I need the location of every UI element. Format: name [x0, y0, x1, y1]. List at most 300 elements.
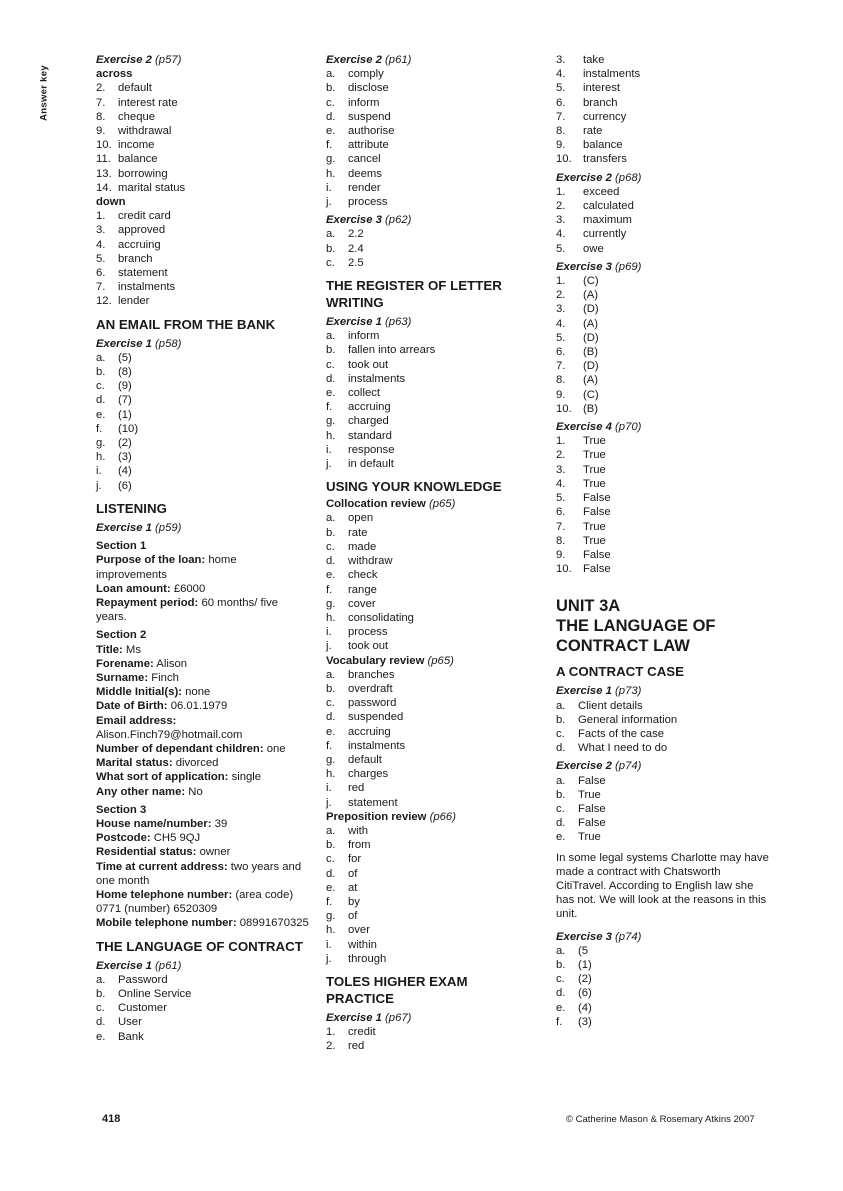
answer-item	[326, 526, 526, 540]
answer-item	[556, 699, 771, 713]
item-answer: (D)	[583, 360, 599, 373]
item-answer: cancel	[348, 153, 381, 166]
item-number: 4.	[556, 477, 566, 490]
item-answer: accruing	[118, 238, 161, 251]
review-title: Preposition review (p66)	[326, 810, 456, 823]
field: Mobile telephone number: 08991670325	[96, 917, 309, 930]
item-number: 7.	[556, 110, 566, 123]
answer-item	[96, 266, 310, 280]
item-number: 1.	[326, 1026, 336, 1039]
item-number: 2.	[556, 289, 566, 302]
item-answer: of	[348, 910, 358, 923]
answer-list	[556, 434, 771, 576]
item-number: f.	[326, 895, 333, 908]
item-answer: instalments	[348, 739, 406, 752]
item-answer: calculated	[583, 200, 634, 213]
item-number: j.	[326, 640, 332, 653]
item-answer: took out	[348, 640, 389, 653]
item-answer: cheque	[118, 110, 156, 123]
item-number: e.	[326, 125, 336, 138]
item-answer: made	[348, 540, 377, 553]
item-number: 3.	[556, 54, 566, 66]
item-answer: of	[348, 867, 358, 880]
down-label: down	[96, 196, 126, 209]
item-number: h.	[326, 924, 336, 937]
answer-item	[96, 1030, 310, 1044]
item-number: 5.	[556, 492, 566, 505]
item-number: 10.	[556, 153, 572, 166]
item-answer: process	[348, 196, 388, 209]
item-number: 5.	[556, 242, 566, 255]
item-answer: (4)	[578, 1001, 592, 1014]
item-number: 2.	[556, 449, 566, 462]
item-answer: 2.4	[348, 242, 364, 255]
item-number: i.	[326, 626, 332, 639]
item-number: 5.	[556, 82, 566, 95]
item-number: b.	[326, 242, 336, 255]
item-number: j.	[326, 196, 332, 209]
item-answer: withdrawal	[118, 125, 172, 138]
section-heading: THE LANGUAGE OF CONTRACT	[96, 938, 303, 954]
answer-item	[326, 227, 526, 241]
item-number: 9.	[556, 548, 566, 561]
item-number: b.	[556, 713, 566, 726]
answer-item	[96, 209, 310, 223]
answer-item	[556, 477, 771, 491]
item-number: 10.	[556, 563, 572, 576]
item-number: 4.	[556, 228, 566, 241]
answer-item	[556, 274, 771, 288]
answer-item	[326, 443, 526, 457]
item-number: 8.	[96, 110, 106, 123]
exercise-title: Exercise 1 (p61)	[96, 959, 182, 972]
answer-item	[96, 422, 310, 436]
item-answer: False	[583, 506, 611, 519]
item-answer: credit card	[118, 210, 171, 223]
item-answer: lender	[118, 295, 150, 308]
item-number: 4.	[96, 238, 106, 251]
answer-item	[326, 358, 526, 372]
item-number: e.	[326, 725, 336, 738]
item-number: e.	[326, 569, 336, 582]
item-answer: (A)	[583, 374, 599, 387]
answer-item	[96, 81, 310, 95]
item-number: 9.	[96, 125, 106, 138]
item-answer: (6)	[578, 987, 592, 1000]
item-number: f.	[326, 139, 333, 152]
answer-item	[556, 727, 771, 741]
item-number: c.	[326, 853, 335, 866]
item-answer: disclose	[348, 82, 389, 95]
answer-item	[96, 464, 310, 478]
item-answer: (C)	[583, 388, 599, 401]
answer-item	[556, 788, 771, 802]
answer-item	[556, 213, 771, 227]
answer-item	[326, 429, 526, 443]
answer-item	[556, 774, 771, 788]
answer-list	[556, 185, 771, 256]
item-number: g.	[326, 753, 336, 766]
answer-item	[326, 796, 526, 810]
answer-item	[326, 568, 526, 582]
field: Forename: Alison	[96, 657, 188, 670]
answer-item	[556, 110, 771, 124]
answer-item	[556, 96, 771, 110]
item-answer: marital status	[118, 181, 186, 194]
item-answer: process	[348, 626, 388, 639]
item-number: 1.	[556, 185, 566, 198]
answer-item	[556, 138, 771, 152]
item-number: f.	[556, 1015, 563, 1028]
answer-item	[556, 373, 771, 387]
answer-item	[326, 152, 526, 166]
item-number: g.	[96, 437, 106, 450]
field: Number of dependant children: one	[96, 742, 286, 755]
item-answer: (C)	[583, 275, 599, 288]
answer-item	[326, 67, 526, 81]
item-answer: red	[348, 782, 365, 795]
item-number: 7.	[556, 360, 566, 373]
answer-item	[326, 343, 526, 357]
answer-item	[96, 351, 310, 365]
item-number: h.	[96, 451, 106, 464]
field: Home telephone number: (area code) 0771 (number) 6520309	[96, 888, 294, 916]
answer-item	[326, 583, 526, 597]
item-number: d.	[326, 711, 336, 724]
item-answer: True	[583, 435, 606, 448]
item-number: 2.	[556, 200, 566, 213]
item-number: h.	[326, 768, 336, 781]
item-number: g.	[326, 910, 336, 923]
answer-item	[556, 534, 771, 548]
exercise-title: Exercise 2 (p61)	[326, 54, 412, 66]
item-answer: False	[583, 492, 611, 505]
item-answer: standard	[348, 429, 392, 442]
item-number: 3.	[556, 463, 566, 476]
item-answer: True	[578, 788, 601, 801]
item-number: c.	[326, 540, 335, 553]
answer-list	[556, 774, 771, 845]
answer-item	[556, 288, 771, 302]
item-number: 1.	[556, 435, 566, 448]
item-number: c.	[326, 256, 335, 269]
item-number: a.	[326, 330, 336, 343]
answer-item	[556, 227, 771, 241]
item-number: 8.	[556, 534, 566, 547]
answer-item	[326, 753, 526, 767]
field: Surname: Finch	[96, 671, 179, 684]
item-number: 14.	[96, 181, 112, 194]
answer-list	[326, 668, 526, 810]
item-number: e.	[96, 408, 106, 421]
section-heading: TOLES HIGHER EXAM PRACTICE	[326, 973, 468, 1006]
item-number: 4.	[556, 317, 566, 330]
item-answer: False	[583, 548, 611, 561]
field: Repayment period: 60 months/ five years.	[96, 596, 279, 624]
item-answer: transfers	[583, 153, 627, 166]
section-heading: AN EMAIL FROM THE BANK	[96, 316, 276, 332]
answer-item	[326, 881, 526, 895]
item-number: e.	[326, 881, 336, 894]
item-answer: instalments	[348, 372, 406, 385]
item-number: a.	[556, 699, 566, 712]
item-answer: (A)	[583, 289, 599, 302]
answer-item	[326, 256, 526, 270]
answer-item	[556, 816, 771, 830]
item-answer: comply	[348, 68, 384, 81]
answer-item	[326, 96, 526, 110]
item-answer: accruing	[348, 401, 391, 414]
answer-item	[556, 802, 771, 816]
item-answer: fallen into arrears	[348, 344, 436, 357]
item-answer: balance	[118, 153, 158, 166]
column-3	[556, 53, 771, 1029]
answer-item	[326, 909, 526, 923]
answer-item	[96, 408, 310, 422]
item-number: 5.	[96, 252, 106, 265]
item-number: c.	[96, 380, 105, 393]
item-answer: charges	[348, 768, 389, 781]
answer-item	[556, 972, 771, 986]
answer-item	[96, 1015, 310, 1029]
answer-item	[96, 1001, 310, 1015]
item-number: 3.	[96, 224, 106, 237]
answer-list	[326, 67, 526, 209]
answer-item	[326, 938, 526, 952]
item-answer: attribute	[348, 139, 389, 152]
item-answer: exceed	[583, 185, 620, 198]
answer-item	[96, 138, 310, 152]
field: Date of Birth: 06.01.1979	[96, 700, 228, 713]
answer-item	[556, 944, 771, 958]
item-number: d.	[556, 987, 566, 1000]
item-answer: cover	[348, 597, 376, 610]
item-number: 10.	[96, 139, 112, 152]
answer-item	[556, 124, 771, 138]
item-answer: (D)	[583, 303, 599, 316]
across-label: across	[96, 68, 133, 81]
field: Email address: Alison.Finch79@hotmail.com	[96, 714, 243, 741]
item-answer: collect	[348, 387, 381, 400]
item-answer: consolidating	[348, 611, 414, 624]
answer-list	[326, 824, 526, 966]
item-number: e.	[96, 1030, 106, 1043]
item-answer: suspend	[348, 110, 391, 123]
item-number: j.	[326, 952, 332, 965]
field: Marital status: divorced	[96, 757, 219, 770]
item-answer: (2)	[118, 437, 132, 450]
answer-item	[96, 379, 310, 393]
item-number: a.	[326, 824, 336, 837]
answer-item	[326, 414, 526, 428]
item-number: c.	[556, 973, 565, 986]
item-answer: interest	[583, 82, 621, 95]
answer-item	[556, 331, 771, 345]
item-number: c.	[556, 802, 565, 815]
answer-item	[326, 540, 526, 554]
item-number: d.	[326, 867, 336, 880]
item-answer: default	[118, 82, 152, 95]
item-number: a.	[556, 944, 566, 957]
answer-list	[556, 944, 771, 1029]
item-answer: accruing	[348, 725, 391, 738]
item-number: e.	[556, 831, 566, 844]
item-answer: (D)	[583, 331, 599, 344]
item-answer: currently	[583, 228, 627, 241]
item-answer: approved	[118, 224, 166, 237]
item-answer: (2)	[578, 973, 592, 986]
answer-item	[326, 167, 526, 181]
answer-item	[96, 479, 310, 493]
item-number: f.	[326, 739, 333, 752]
item-answer: False	[578, 802, 606, 815]
answer-item	[326, 739, 526, 753]
item-answer: through	[348, 952, 387, 965]
item-number: g.	[326, 415, 336, 428]
item-answer: by	[348, 895, 360, 908]
answer-item	[556, 741, 771, 755]
copyright-notice: © Catherine Mason & Rosemary Atkins 2007	[566, 1114, 755, 1125]
item-answer: balance	[583, 139, 623, 152]
answer-item	[96, 181, 310, 195]
item-number: a.	[326, 668, 336, 681]
answer-item	[326, 400, 526, 414]
review-title: Collocation review (p65)	[326, 498, 456, 511]
answer-list	[96, 973, 310, 1044]
answer-item	[326, 625, 526, 639]
review-title: Vocabulary review (p65)	[326, 654, 454, 667]
item-answer: income	[118, 139, 155, 152]
item-answer: (1)	[118, 408, 132, 421]
item-answer: True	[583, 477, 606, 490]
item-answer: response	[348, 443, 395, 456]
item-answer: with	[348, 824, 369, 837]
field: Middle Initial(s): none	[96, 686, 211, 699]
answer-item	[326, 1039, 526, 1053]
item-number: e.	[556, 1001, 566, 1014]
item-number: b.	[326, 839, 336, 852]
item-answer: over	[348, 924, 370, 937]
item-answer: branches	[348, 668, 395, 681]
item-answer: statement	[118, 267, 168, 280]
item-number: g.	[326, 597, 336, 610]
section-subtitle: Section 1	[96, 540, 147, 553]
item-number: 2.	[326, 1040, 336, 1053]
side-label: Answer key	[38, 65, 50, 121]
answer-item	[326, 242, 526, 256]
answer-item	[326, 457, 526, 471]
answer-item	[326, 668, 526, 682]
item-answer: What I need to do	[578, 742, 668, 755]
section-heading: A CONTRACT CASE	[556, 664, 685, 680]
item-number: h.	[326, 429, 336, 442]
answer-item	[556, 463, 771, 477]
item-answer: (9)	[118, 380, 132, 393]
item-number: a.	[326, 228, 336, 241]
answer-item	[326, 767, 526, 781]
section-heading: LISTENING	[96, 500, 167, 516]
item-number: c.	[326, 697, 335, 710]
item-answer: red	[348, 1040, 365, 1053]
item-number: a.	[96, 351, 106, 364]
answer-list	[96, 351, 310, 493]
item-number: a.	[326, 68, 336, 81]
item-answer: owe	[583, 242, 604, 255]
item-answer: 2.2	[348, 228, 364, 241]
answer-item	[556, 448, 771, 462]
item-answer: statement	[348, 796, 398, 809]
item-number: h.	[326, 611, 336, 624]
answer-item	[96, 393, 310, 407]
item-answer: False	[583, 563, 611, 576]
answer-item	[96, 280, 310, 294]
answer-item	[326, 725, 526, 739]
answer-item	[326, 824, 526, 838]
answer-list	[96, 209, 310, 308]
answer-item	[326, 554, 526, 568]
item-number: 6.	[556, 96, 566, 109]
item-answer: open	[348, 512, 374, 525]
item-number: b.	[96, 366, 106, 379]
item-number: 7.	[556, 520, 566, 533]
answer-item	[326, 1025, 526, 1039]
item-answer: instalments	[583, 68, 641, 81]
answer-item	[326, 852, 526, 866]
item-answer: True	[583, 520, 606, 533]
item-number: 8.	[556, 125, 566, 138]
item-number: c.	[96, 1002, 105, 1015]
item-number: f.	[96, 422, 103, 435]
answer-item	[556, 713, 771, 727]
item-answer: check	[348, 569, 378, 582]
answer-item	[326, 81, 526, 95]
answer-item	[556, 302, 771, 316]
item-answer: True	[583, 463, 606, 476]
answer-item	[556, 402, 771, 416]
item-number: i.	[326, 938, 332, 951]
item-number: f.	[326, 583, 333, 596]
answer-item	[96, 152, 310, 166]
item-answer: maximum	[583, 214, 632, 227]
answer-item	[326, 124, 526, 138]
item-answer: instalments	[118, 281, 176, 294]
answer-item	[556, 242, 771, 256]
section-subtitle: Section 3	[96, 803, 147, 816]
item-number: b.	[556, 958, 566, 971]
item-answer: suspended	[348, 711, 404, 724]
item-answer: in default	[348, 458, 394, 471]
item-answer: overdraft	[348, 682, 393, 695]
item-number: 11.	[96, 153, 111, 166]
item-answer: (3)	[118, 451, 132, 464]
item-number: 3.	[556, 214, 566, 227]
field: Loan amount: £6000	[96, 582, 206, 595]
item-answer: False	[578, 774, 606, 787]
answer-item	[326, 138, 526, 152]
exercise-title: Exercise 1 (p63)	[326, 316, 412, 329]
answer-item	[96, 96, 310, 110]
field: Title: Ms	[96, 643, 141, 656]
field: House name/number: 39	[96, 817, 228, 830]
item-answer: (5)	[118, 351, 132, 364]
section-heading: USING YOUR KNOWLEDGE	[326, 479, 502, 495]
item-answer: Password	[118, 973, 168, 986]
item-answer: branch	[583, 96, 618, 109]
item-number: a.	[556, 774, 566, 787]
exercise-title: Exercise 1 (p73)	[556, 685, 642, 698]
field: Any other name: No	[96, 785, 203, 798]
answer-item	[556, 81, 771, 95]
